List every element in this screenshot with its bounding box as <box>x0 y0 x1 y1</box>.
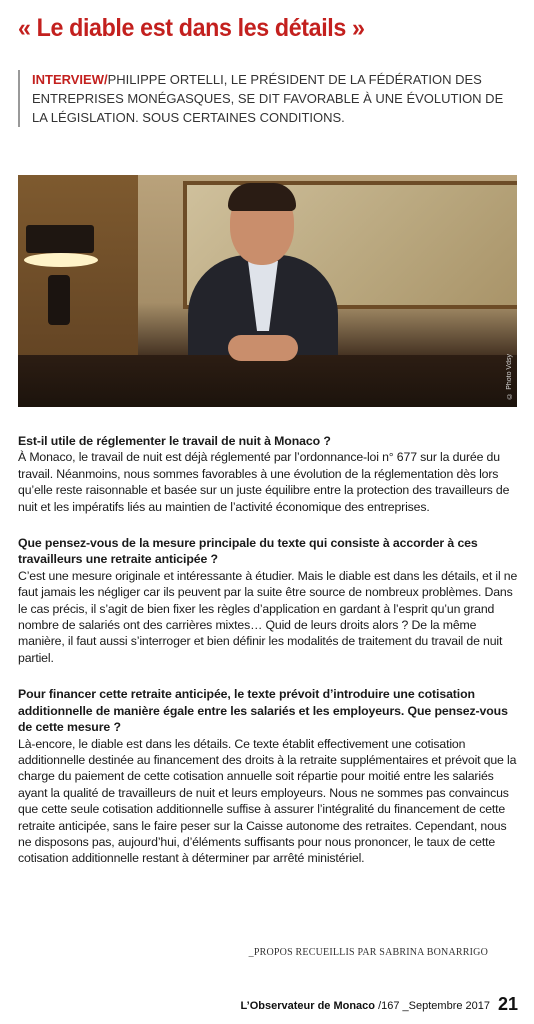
byline: _PROPOS RECUEILLIS PAR SABRINA BONARRIGO <box>248 947 488 958</box>
photo-person-hair <box>228 183 296 211</box>
standfirst-text: PHILIPPE ORTELLI, LE PRÉSIDENT DE LA FÉDÉRATION DES ENTREPRISES MONÉGASQUES, SE DIT FAVORABLE À UNE ÉVOLUTION DE LA LÉGISLATION. SOUS CERTAINES CONDITIONS. <box>32 72 504 125</box>
question: Pour financer cette retraite anticipée, le texte prévoit d’introduire une cotisation additionnelle de manière égale entre les salariés et les employeurs. Que pensez-vous de cette mesure ? <box>18 687 508 735</box>
answer: Là-encore, le diable est dans les détails. Ce texte établit effectivement une cotisation additionnelle destinée au financement des droits à la retraite supplémentaires et prévoit que la charge du paiement de cette cotisation annuelle soit répartie pour moitié entre les salariés ayant la qualité de travailleurs de nuit et leurs employeurs. Nous ne sommes pas convaincus que cette seule cotisation additionnelle suffise à assurer l’intégralité du financement de cette retraite anticipée, sans le faire peser sur la Caisse autonome des retraites. Cependant, nous ne disposons pas, aujourd’hui, d’éléments suffisants pour nous prononcer, le taux de cette cotisation additionnelle restant à déterminer par arrêté ministériel. <box>18 736 517 866</box>
photo-lamp-shade <box>26 225 94 253</box>
question: Est-il utile de réglementer le travail de nuit à Monaco ? <box>18 434 331 448</box>
kicker: INTERVIEW/ <box>32 72 108 87</box>
issue-number: /167 <box>375 1000 403 1012</box>
photo-lamp-glow <box>24 253 98 267</box>
page-number: 21 <box>497 994 518 1014</box>
publication-info <box>241 1000 490 1012</box>
portrait-photo <box>18 175 517 407</box>
standfirst <box>18 70 512 127</box>
page-footer <box>18 994 518 1016</box>
photo-desk <box>18 355 517 407</box>
issue-date: _Septembre 2017 <box>402 1000 490 1012</box>
interview-body <box>18 433 518 887</box>
question: Que pensez-vous de la mesure principale du texte qui consiste à accorder à ces travailleurs une retraite anticipée ? <box>18 536 478 567</box>
qa-block <box>18 686 518 866</box>
photo-lamp-base <box>48 275 70 325</box>
photo-credit: © Photo Vdsy <box>506 354 513 399</box>
headline: « Le diable est dans les détails » <box>18 14 365 42</box>
qa-block <box>18 433 518 515</box>
magazine-name: L’Observateur de Monaco <box>240 1000 376 1012</box>
photo-person-hands <box>228 335 298 361</box>
answer: À Monaco, le travail de nuit est déjà réglementé par l’ordonnance-loi n° 677 sur la durée du travail. Néanmoins, nous sommes favorables à une évolution de la réglementation dès lors qu’elle reste raisonnable et basée sur un juste équilibre entre la protection des travailleurs de nuit et les impératifs liés au maintien de l’activité économique des entreprises. <box>18 450 510 514</box>
answer: C’est une mesure originale et intéressante à étudier. Mais le diable est dans les détails, et il ne faut jamais les négliger car ils peuvent par la suite être source de nombreux problèmes. Dans le cas précis, il s’agit de bien fixer les règles d’application en gardant à l’esprit qu’un grand nombre de salariés ont des carrières mixtes… Quid de leurs droits alors ? De la même manière, il faut aussi s’interroger et bien définir les modalités de traitement du travail de nuit partiel. <box>18 568 518 665</box>
qa-block <box>18 535 518 666</box>
